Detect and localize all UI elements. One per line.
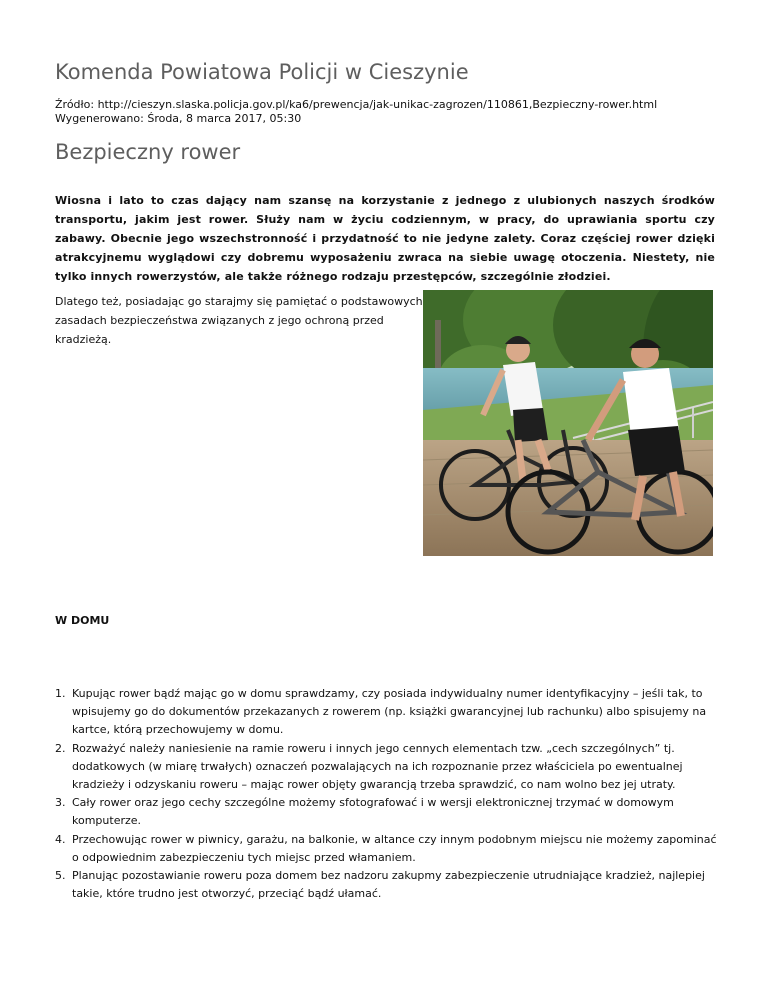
- source-line: Źródło: http://cieszyn.slaska.policja.gov.pl/ka6/prewencja/jak-unikac-zagrozen/110861,Bezpieczny-rower.html: [55, 98, 658, 111]
- list-item-text: Planując pozostawianie roweru poza domem bez nadzoru zakupmy zabezpieczenie utrudniające kradzież, najlepiej takie, które trudno jest otworzyć, przeciąć bądź ułamać.: [72, 869, 705, 901]
- list-item-text: Cały rower oraz jego cechy szczególne możemy sfotografować i w wersji elektronicznej trzymać w domowym komputerze.: [72, 796, 674, 828]
- home-safety-list: [55, 685, 717, 903]
- generated-line: Wygenerowano: Środa, 8 marca 2017, 05:30: [55, 112, 302, 125]
- photo-illustration: [423, 290, 713, 556]
- list-item-text: Kupując rower bądź mając go w domu sprawdzamy, czy posiada indywidualny numer identyfikacyjny – jeśli tak, to wpisujemy go do dokumentów przekazanych z rowerem (np. książki gwarancyjnej lub rachunku) albo spisujemy na kartce, którą przechowujemy w domu.: [72, 687, 707, 737]
- list-item-text: Przechowując rower w piwnicy, garażu, na balkonie, w altance czy innym podobnym miejscu nie możemy zapominać o odpowiednim zabezpieczeniu tych miejsc przed włamaniem.: [72, 832, 717, 864]
- list-item-number: 5.: [55, 869, 66, 883]
- list-item-text: Rozważyć należy naniesienie na ramie roweru i innych jego cennych elementach tzw. „cech szczególnych” tj. dodatkowych (w miarę trwałych) oznaczeń pozwalających na ich rozpoznanie przez właściciela po ewentualnej kradzieży i odzyskaniu roweru – mając rower objęty gwarancją trzeba sprawdzić, co nam wolno bez jej utraty.: [72, 741, 683, 792]
- police-cyclists-photo: [423, 290, 713, 556]
- article-lead: Wiosna i lato to czas dający nam szansę na korzystanie z jednego z ulubionych naszych środków transportu, jakim jest rower. Służy nam w życiu codziennym, w pracy, do uprawiania sportu czy zabawy. Obecnie jego wszechstronność i przydatność to nie jedyne zalety. Coraz częściej rower dzięki atrakcyjnemu wyglądowi czy dobremu wyposażeniu zwraca na siebie uwagę otoczenia. Niestety, nie tylko innych rowerzystów, ale także różnego rodzaju przestępców, szczególnie złodziei.: [55, 194, 715, 283]
- list-item-number: 2.: [55, 741, 66, 755]
- article-intro: Dlatego też, posiadając go starajmy się pamiętać o podstawowych zasadach bezpieczeństwa związanych z jego ochroną przed kradzieżą.: [55, 295, 423, 346]
- list-item: [55, 867, 717, 903]
- section-title-home: W DOMU: [55, 614, 110, 627]
- list-item: [55, 794, 717, 830]
- list-item: [55, 740, 717, 795]
- list-item: [55, 831, 717, 867]
- site-title: Komenda Powiatowa Policji w Cieszynie: [55, 60, 469, 84]
- list-item-number: 3.: [55, 796, 66, 810]
- document-meta: [55, 98, 657, 126]
- list-item: [55, 685, 717, 740]
- list-item-number: 1.: [55, 687, 66, 700]
- list-item-number: 4.: [55, 832, 66, 846]
- article-title: Bezpieczny rower: [55, 140, 241, 164]
